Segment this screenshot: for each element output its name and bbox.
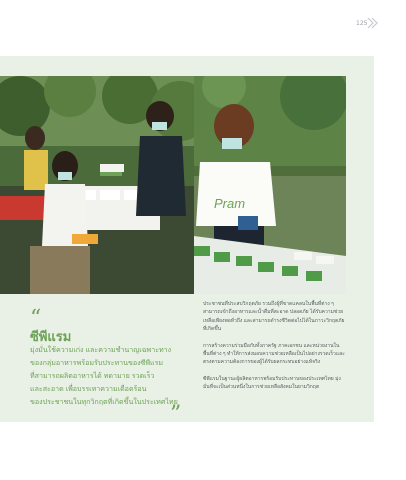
quote-line: ของกลุ่มอาหารพร้อมรับประทานของซีพีแรม bbox=[30, 359, 164, 367]
body-text-column bbox=[203, 300, 345, 400]
quote-text bbox=[30, 344, 192, 409]
quote-line: ของประชาชนในทุกวิกฤตที่เกิดขึ้นในประเทศไทย bbox=[30, 398, 178, 406]
body-paragraph: ซีพีแรมในฐานะผู้ผลิตอาหารพร้อมรับประทานของประเทศไทย มุ่งมั่นที่จะเป็นส่วนหนึ่งในการช่วยเหลือสังคมในยามวิกฤต bbox=[203, 375, 341, 391]
page-number: 125 bbox=[356, 20, 368, 27]
open-quote-mark: “ bbox=[30, 306, 39, 331]
quote-title: ซีพีแรม bbox=[30, 329, 72, 344]
body-paragraph: ประชาชนที่ประสบวิกฤตภัย รวมถึงผู้ที่ขาดแคลนในพื้นที่ต่าง ๆ สามารถเข้าถึงอาหารและน้ำดื่มที่สะอาด ปลอดภัย ได้รับความช่วยเหลือเพียงพอทั่วถึง และสามารถดำรงชีวิตต่อไปได้ในภาวะวิกฤตภัยที่เกิดขึ้น bbox=[203, 301, 345, 333]
volunteer-photo bbox=[0, 76, 194, 294]
apron-logo: Pram bbox=[214, 196, 246, 211]
volunteer-photo-right bbox=[194, 76, 346, 294]
quote-line: ที่สามารถผลิตอาหารได้ ทดามาย รวดเร็ว bbox=[30, 372, 155, 380]
quote-line: และสะอาด เพื่อบรรเทาความเดือดร้อน bbox=[30, 385, 147, 393]
quote-line: มุ่งมั่นใช้ความเก่ง และความชำนาญเฉพาะทาง bbox=[30, 346, 172, 354]
close-quote-mark: ” bbox=[170, 402, 179, 427]
body-paragraph: การสร้างความร่วมมือกับทั้งภาครัฐ ภาคเอกชน และหน่วยงานในพื้นที่ต่าง ๆ ทำให้การส่งมอบความช่วยเหลือเป็นไปอย่างรวดเร็วและตรงตามความต้องการของผู้ได้รับผลกระทบอย่างแท้จริง bbox=[203, 342, 345, 366]
chevron-right-icon bbox=[364, 15, 380, 31]
